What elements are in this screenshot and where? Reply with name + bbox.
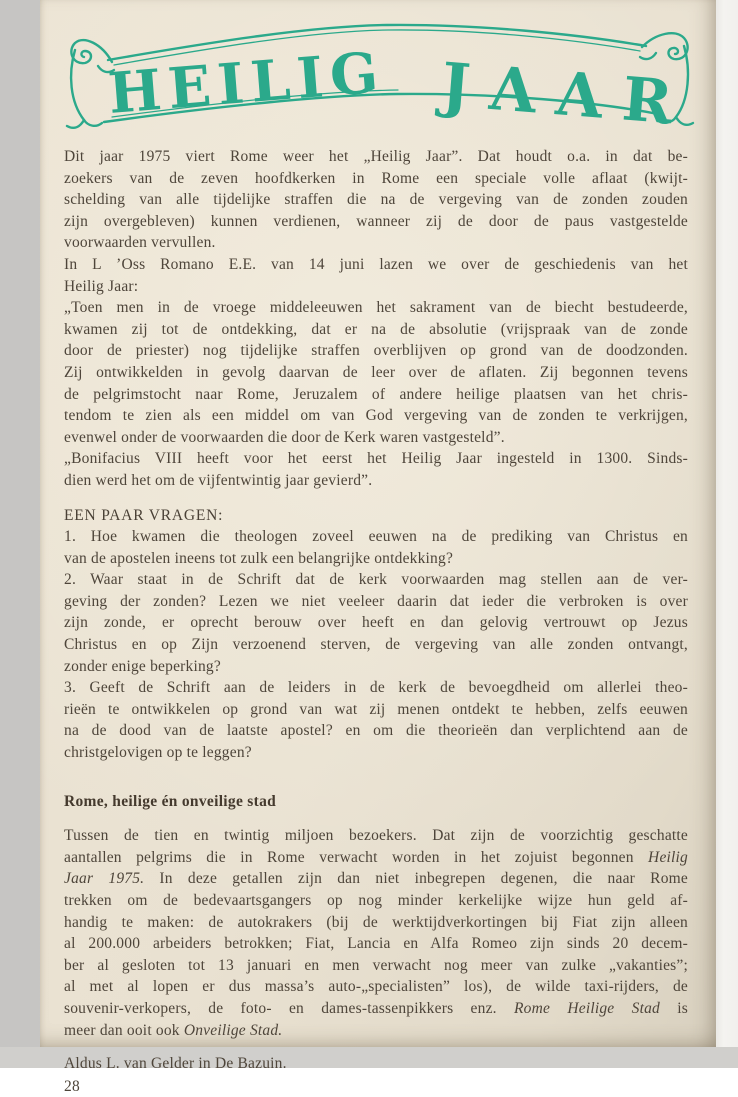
text-line: Dit jaar 1975 viert Rome weer het „Heilig Jaar”. Dat houdt o.a. in dat be- — [64, 148, 688, 165]
attribution-line — [64, 1053, 688, 1075]
text-line: 28 — [64, 1077, 80, 1095]
text-line: tendom te zien als een middel om van God vergeving van de zonden te verkrijgen, — [64, 407, 688, 425]
text-line: ber al gesloten tot 13 januari en men verwacht nog meer van zulke „vakanties”; — [64, 956, 688, 974]
text-line: Aldus L. van Gelder in De Bazuin. — [64, 1055, 287, 1073]
text-line: zonder enige beperking? — [64, 657, 221, 675]
text-line: dien werd het om de vijfentwintig jaar gevierd”. — [64, 471, 373, 489]
quote-paragraph-2 — [64, 448, 688, 491]
scan-edge-right — [714, 0, 738, 1068]
text-line: rieën te ontwikkelen op grond van wat zij menen ontdekt te hebben, zelfs eeuwen — [64, 700, 688, 718]
text-line: aantallen pelgrims die in Rome verwacht worden in het zojuist begonnen Heilig — [64, 848, 688, 866]
text-line: geving der zonden? Lezen we niet veeleer daarin dat ieder die verbroken is over — [64, 592, 688, 610]
questions-heading — [64, 505, 688, 527]
book-page — [40, 0, 716, 1095]
text-line: de pelgrimstocht naar Rome, Jeruzalem of andere heilige plaatsen van het chris- — [64, 385, 688, 403]
scroll-banner-illustration — [62, 16, 717, 142]
text-line: al met al lopen er dus massa’s auto-„specialisten” los), de wilde taxi-rijders, de — [64, 978, 688, 996]
text-line: souvenir-verkopers, de foto- en dames-tassenpikkers enz. Rome Heilige Stad is — [64, 999, 688, 1017]
quote-paragraph-1 — [64, 297, 688, 448]
text-line: 2. Waar staat in de Schrift dat de kerk voorwaarden mag stellen aan de ver- — [64, 571, 688, 589]
text-line: EEN PAAR VRAGEN: — [64, 506, 224, 524]
question-1 — [64, 526, 688, 569]
text-line: handig te maken: de autokrakers (bij de werktijdverkortingen bij Fiat zijn alleen — [64, 913, 688, 931]
text-line: „Toen men in de vroege middeleeuwen het sakrament van de biecht bestudeerde, — [64, 299, 688, 317]
text-line: „Bonifacius VIII heeft voor het eerst het Heilig Jaar ingesteld in 1300. Sinds- — [64, 450, 688, 468]
text-line: Jaar 1975. In deze getallen zijn dan niet inbegrepen degenen, die naar Rome — [64, 870, 688, 888]
text-line: zijn zonde, er oprecht berouw over heeft en dan gelovig vertrouwt op Jezus — [64, 614, 688, 632]
text-line: Christus en op Zijn verzoenend sterven, de vergeving van alle zonden ontvangt, — [64, 636, 688, 654]
text-line: christgelovigen op te leggen? — [64, 744, 252, 762]
text-line: voorwaarden vervullen. — [64, 234, 216, 252]
text-line: In L ’Oss Romano E.E. van 14 juni lazen we over de geschiedenis van het — [64, 255, 688, 273]
question-2 — [64, 569, 688, 677]
text-line: Zij ontwikkelden in gevolg daarvan de leer over de aflaten. Zij begonnen tevens — [64, 363, 688, 381]
intro-paragraph — [64, 146, 688, 254]
text-line: evenwel onder de voorwaarden die door de Kerk waren vastgesteld”. — [64, 428, 505, 446]
text-line: door de priester) nog tijdelijke straffen overblijven op grond van de doodzonden. — [64, 342, 688, 360]
text-line: zoekers van de zeven hoofdkerken in Rome een speciale volle aflaat (kwijt- — [64, 169, 688, 187]
text-line: Tussen de tien en twintig miljoen bezoekers. Dat zijn de voorzichtig geschatte — [64, 827, 688, 845]
rome-paragraph — [64, 825, 688, 1041]
page-content — [64, 146, 688, 1097]
page-number — [64, 1076, 688, 1097]
text-line: meer dan ooit ook Onveilige Stad. — [64, 1021, 283, 1039]
text-line: kwamen zij tot de ontdekking, dat er na de absolutie (vrijspraak van de zonde — [64, 320, 688, 338]
banner-word-jaar: JAAR — [438, 50, 695, 140]
text-line: trekken om de bedevaartsgangers op nog minder kerkelijke wijze hun geld af- — [64, 892, 688, 909]
text-line: Heilig Jaar: — [64, 277, 139, 295]
banner-lettering — [106, 39, 695, 139]
text-line: schelding van alle tijdelijke straffen die na de vergeving van de zonden zouden — [64, 191, 688, 209]
question-3 — [64, 677, 688, 763]
text-line: 3. Geeft de Schrift aan de leiders in de kerk de bevoegdheid om allerlei theo- — [64, 679, 688, 697]
banner-word-heilig: HEILIG — [105, 39, 388, 127]
source-paragraph — [64, 254, 688, 297]
text-line: Rome, heilige én onveilige stad — [64, 792, 277, 810]
text-line: na de dood van de laatste apostel? en om die theorieën dan verplichtend aan de — [64, 722, 688, 740]
section-heading-rome — [64, 791, 688, 813]
heilig-jaar-banner — [62, 16, 717, 142]
text-line: 1. Hoe kwamen die theologen zoveel eeuwen na de prediking van Christus en — [64, 528, 688, 546]
text-line: al 200.000 arbeiders betrokken; Fiat, Lancia en Alfa Romeo zijn sinds 20 decem- — [64, 935, 688, 953]
text-line: van de apostelen ineens tot zulk een belangrijke ontdekking? — [64, 549, 454, 567]
text-line: zijn overgebleven) kunnen verdienen, wanneer zij de door de paus vastgestelde — [64, 212, 688, 230]
